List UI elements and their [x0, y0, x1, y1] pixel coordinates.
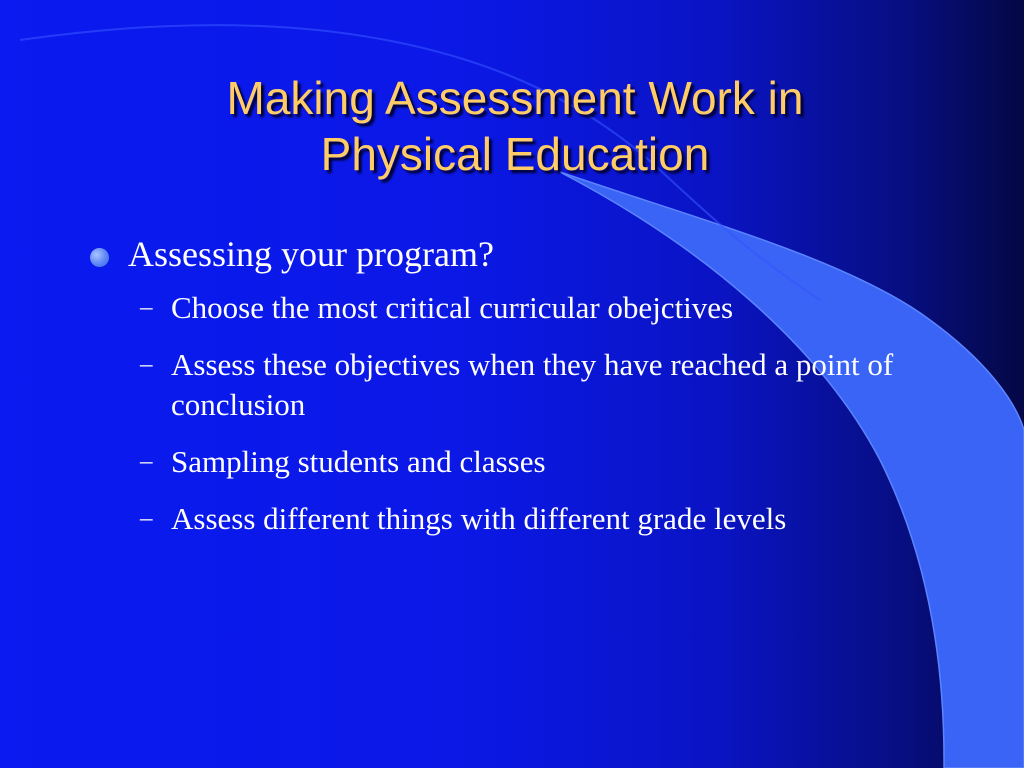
dash-icon: –: [140, 294, 153, 321]
title-line: Physical Education: [320, 128, 710, 180]
slide-title: [100, 70, 930, 182]
dash-icon: –: [140, 351, 153, 378]
sub-bullet-text: Choose the most critical curricular obejctives: [171, 290, 734, 325]
bullet-item: [88, 232, 948, 276]
dash-icon: –: [140, 448, 153, 475]
sub-bullet-text: Sampling students and classes: [171, 444, 546, 479]
bullet-dot-icon: [90, 248, 109, 267]
sub-bullet-item: [88, 345, 948, 425]
sub-bullet-item: [88, 442, 948, 482]
slide-body: [88, 232, 948, 556]
sub-bullet-text: Assess different things with different grade levels: [171, 501, 787, 536]
sub-bullet-text: Assess these objectives when they have reached a point of conclusion: [171, 347, 894, 422]
title-line: Making Assessment Work in: [226, 72, 804, 124]
sub-bullet-list: [88, 288, 948, 539]
bullet-text: Assessing your program?: [128, 234, 494, 274]
dash-icon: –: [140, 505, 153, 532]
sub-bullet-item: [88, 499, 948, 539]
sub-bullet-item: [88, 288, 948, 328]
